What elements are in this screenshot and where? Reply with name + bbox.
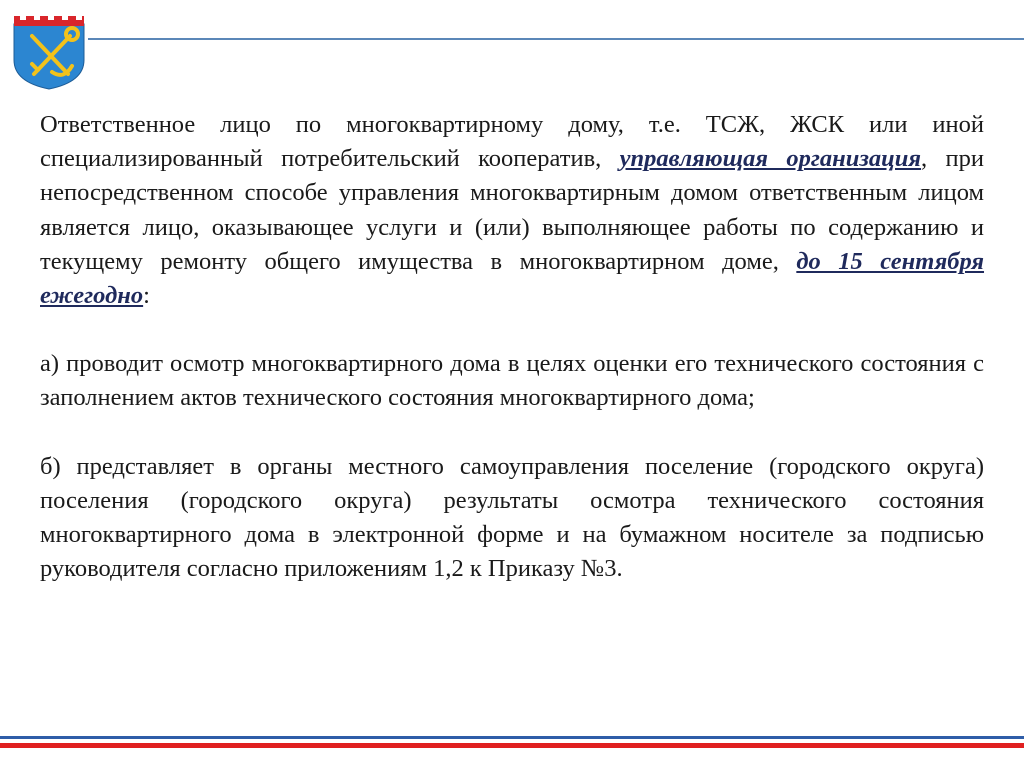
- footer-red-stripe: [0, 743, 1024, 748]
- paragraph-text: , при непосредственном способе управления многоквартирным домом ответственным лицом является лицо, оказывающее услуги и (или) выполняющее работы по содержанию и текущему ремонту общего имущества в многоквартирном доме,: [40, 145, 984, 275]
- emphasis-deadline: до 15 сентября ежегодно: [40, 247, 985, 310]
- regional-coat-of-arms-icon: [12, 14, 86, 90]
- paragraph-text: :: [143, 282, 150, 310]
- emphasis-management-organization: управляющая организация: [619, 145, 922, 173]
- paragraph-responsible-person: [40, 108, 984, 313]
- slide-text: [40, 108, 984, 586]
- header-divider: [88, 38, 1024, 40]
- footer-blue-stripe: [0, 736, 1024, 739]
- paragraph-item-a: а) проводит осмотр многоквартирного дома в целях оценки его технического состояния с заполнением актов технического состояния многоквартирного дома;: [40, 350, 984, 412]
- paragraph-text: Ответственное лицо по многоквартирному дому, т.е. ТСЖ, ЖСК или иной специализированный потребительский кооператив,: [40, 111, 984, 173]
- paragraph-item-b: б) представляет в органы местного самоуправления поселение (городского округа) поселения (городского округа) результаты осмотра технического состояния многоквартирного дома в электронной форме и на бумажном носителе за подписью руководителя согласно приложениям 1,2 к Приказу №3.: [40, 452, 984, 583]
